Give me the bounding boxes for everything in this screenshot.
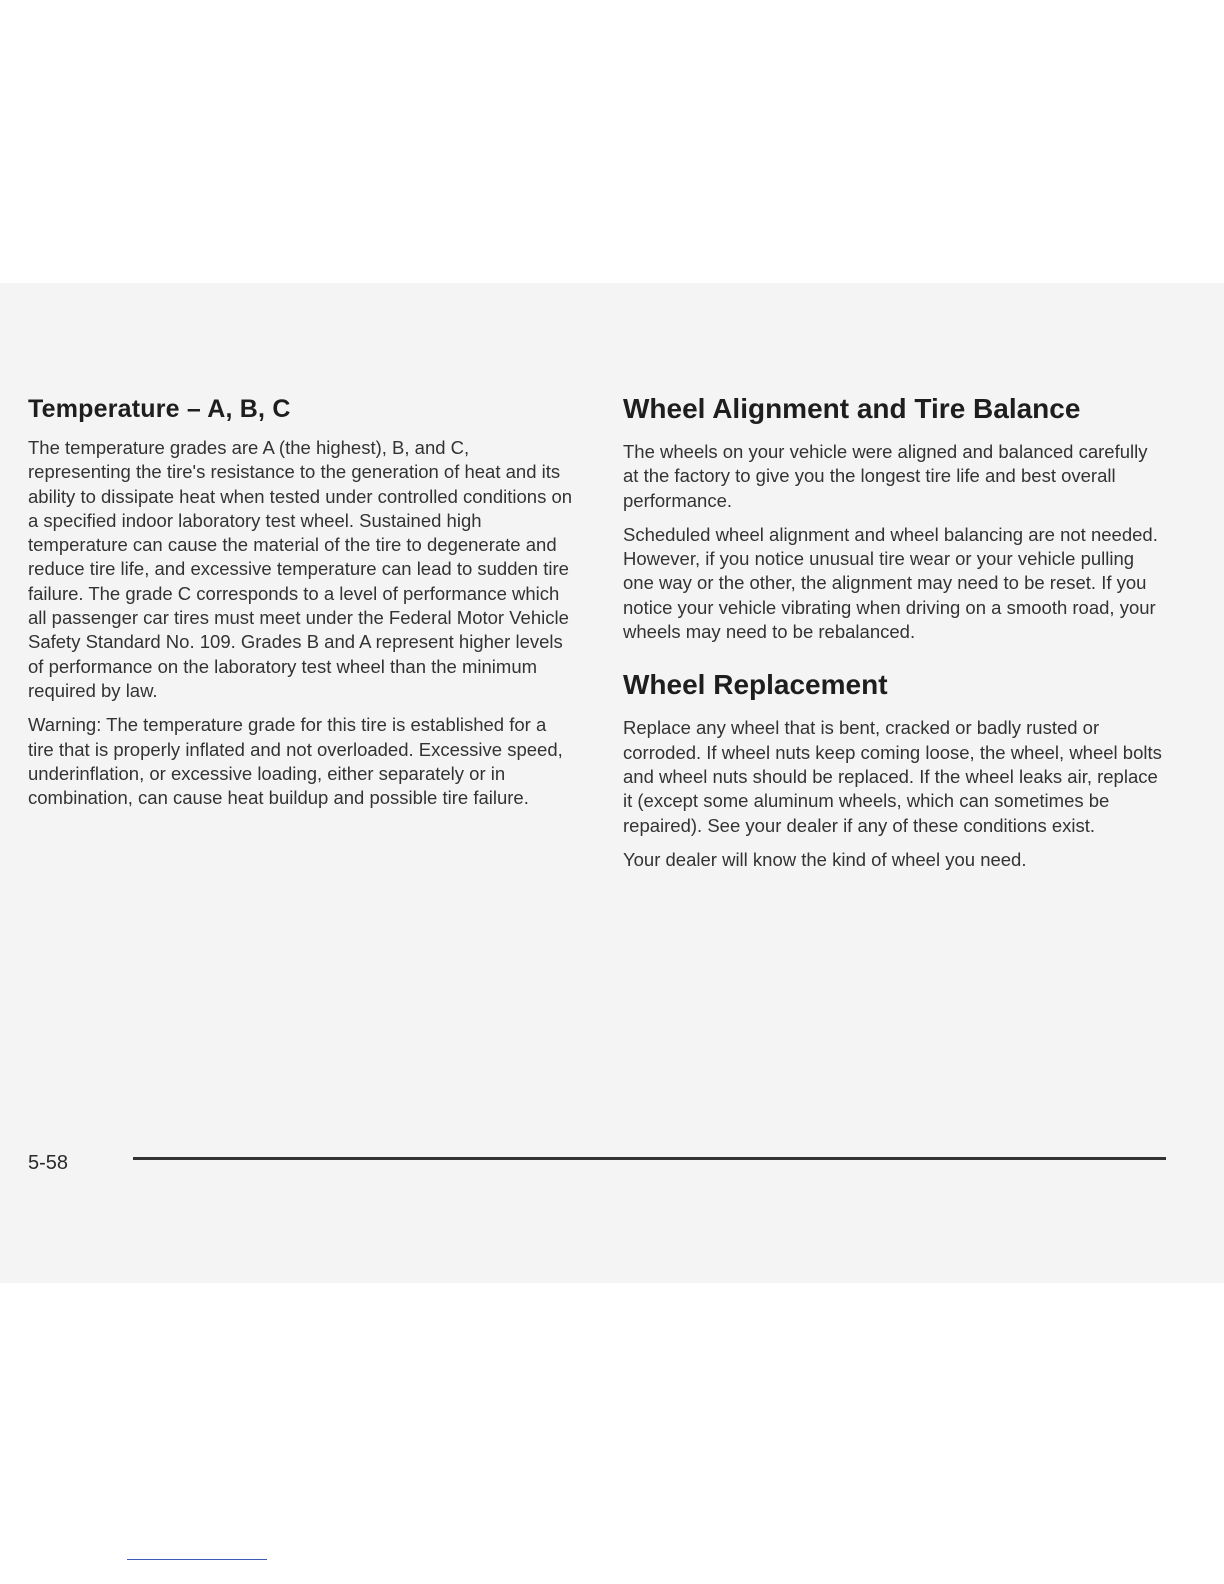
right-column <box>623 390 1168 882</box>
bottom-link-rule <box>127 1559 267 1560</box>
page-number: 5-58 <box>28 1152 69 1174</box>
wheel-replacement-title: Wheel Replacement <box>623 669 888 701</box>
footer-rule <box>133 1157 1166 1160</box>
temperature-heading: Temperature – A, B, C <box>28 395 291 423</box>
temperature-warning-paragraph: Warning: The temperature grade for this tire is established for a tire that is properly inflated and not overloaded. Excessive speed, underinflation, or excessive loading, either separately or in combination, can cause heat buildup and possible tire failure. <box>28 714 563 809</box>
wheel-replacement-paragraph: Your dealer will know the kind of wheel you need. <box>623 848 1027 870</box>
wheel-replacement-paragraph: Replace any wheel that is bent, cracked or badly rusted or corroded. If wheel nuts keep coming loose, the wheel, wheel bolts and wheel nuts should be replaced. If the wheel leaks air, replace it (except some aluminum wheels, which can sometimes be repaired). See your dealer if any of these conditions exist. <box>623 717 1162 836</box>
wheel-alignment-paragraph: The wheels on your vehicle were aligned and balanced carefully at the factory to give you the longest tire life and best overall performance. <box>623 441 1148 511</box>
wheel-alignment-paragraph: Scheduled wheel alignment and wheel balancing are not needed. However, if you notice unusual tire wear or your vehicle pulling one way or the other, the alignment may need to be reset. If you notice your vehicle vibrating when driving on a smooth road, your wheels may need to be rebalanced. <box>623 523 1158 643</box>
temperature-paragraph: The temperature grades are A (the highest), B, and C, representing the tire's resistance to the generation of heat and its ability to dissipate heat when tested under controlled conditions on a specified indoor laboratory test wheel. Sustained high temperature can cause the material of the tire to degenerate and reduce tire life, and excessive temperature can lead to sudden tire failure. The grade C corresponds to a level of performance which all passenger car tires must meet under the Federal Motor Vehicle Safety Standard No. 109. Grades B and A represent higher levels of performance on the laboratory test wheel than the minimum required by law. <box>28 437 573 701</box>
wheel-alignment-title: Wheel Alignment and Tire Balance <box>623 393 1081 424</box>
left-column <box>28 392 576 820</box>
